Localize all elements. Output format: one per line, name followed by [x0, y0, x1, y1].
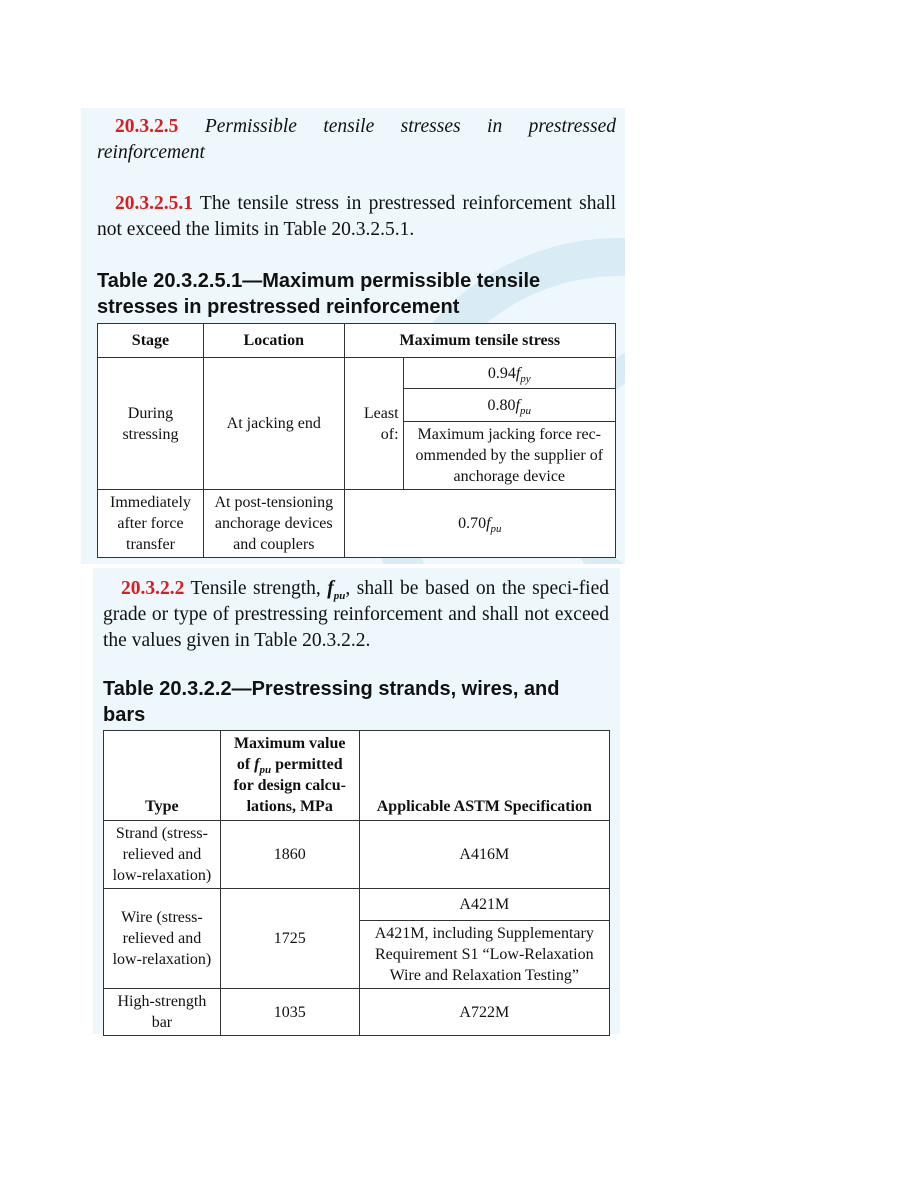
cell-value-bar: 1035	[220, 989, 359, 1036]
symbol-f: f	[254, 756, 260, 773]
cell-value-wire: 1725	[220, 889, 359, 989]
header-astm-spec: Applicable ASTM Specification	[359, 731, 609, 821]
header-location: Location	[203, 324, 344, 358]
cell-value-094fpy	[403, 358, 615, 389]
symbol-f: f	[327, 578, 334, 599]
subscript: pu	[259, 764, 272, 777]
cell-type-strand: Strand (stress-relieved and low-relaxation)	[104, 821, 221, 889]
section-20-3-2-5-heading	[97, 114, 616, 166]
paragraph-text-post: , shall be based on the speci-fied grade or type of prestressing reinforcement and shall not exceed the values given in Table 20.3.2.2.	[103, 578, 610, 651]
section-number: 20.3.2.2	[121, 578, 185, 599]
cell-astm-wire-1: A421M	[359, 889, 609, 921]
header-max-pre: Maximum value of	[233, 735, 346, 773]
header-max-tensile-stress: Maximum tensile stress	[344, 324, 615, 358]
cell-type-wire: Wire (stress-relieved and low-relaxation)	[104, 889, 221, 989]
cell-stage-during-stressing: During stressing	[98, 358, 204, 490]
header-stage: Stage	[98, 324, 204, 358]
cell-type-bar: High-strength bar	[104, 989, 221, 1036]
cell-least-of: Least of:	[344, 358, 403, 490]
table-20-3-2-5-1-title: Table 20.3.2.5.1—Maximum permissible tensile stresses in prestressed reinforcement	[97, 270, 541, 318]
cell-location-jacking-end: At jacking end	[203, 358, 344, 490]
header-type: Type	[104, 731, 221, 821]
coefficient: 0.70	[458, 515, 487, 532]
cell-max-jacking-force: Maximum jacking force rec-ommended by the supplier of anchorage device	[403, 422, 615, 490]
subscript: pu	[333, 589, 346, 602]
paragraph-text-pre: Tensile strength,	[190, 578, 321, 599]
header-max-value	[220, 731, 359, 821]
cell-location-anchorage: At post-tensioning anchorage devices and couplers	[203, 490, 344, 558]
cell-astm-wire-2: A421M, including Supplementary Requirement S1 “Low-Relaxation Wire and Relaxation Testing”	[359, 921, 609, 989]
table-20-3-2-5-1	[97, 323, 616, 558]
subscript: py	[520, 372, 531, 385]
table-20-3-2-2	[103, 730, 610, 1036]
cell-value-070fpu	[344, 490, 615, 558]
cell-value-080fpu	[403, 389, 615, 422]
symbol-f: f	[486, 515, 491, 532]
section-20-3-2-5-1-paragraph	[97, 191, 616, 243]
section-number: 20.3.2.5	[115, 116, 179, 137]
cell-astm-strand: A416M	[359, 821, 609, 889]
subscript: pu	[490, 523, 502, 536]
cell-value-strand: 1860	[220, 821, 359, 889]
symbol-f: f	[515, 364, 521, 382]
coefficient: 0.94	[487, 364, 516, 382]
paragraph-text: The tensile stress in prestressed reinforcement shall not exceed the limits in Table 20.3.2.5.1.	[97, 193, 616, 240]
header-max-post: permitted for design calcu-lations, MPa	[233, 756, 347, 815]
subscript: pu	[520, 404, 531, 417]
symbol-f: f	[515, 396, 520, 414]
table-20-3-2-2-title: Table 20.3.2.2—Prestressing strands, wires, and bars	[103, 678, 560, 726]
cell-astm-bar: A722M	[359, 989, 609, 1036]
coefficient: 0.80	[487, 396, 516, 414]
section-20-3-2-2-paragraph	[103, 576, 609, 654]
cell-stage-after-transfer: Immediately after force transfer	[98, 490, 204, 558]
section-title: Permissible tensile stresses in prestressed reinforcement	[97, 116, 617, 163]
section-number: 20.3.2.5.1	[115, 193, 193, 214]
